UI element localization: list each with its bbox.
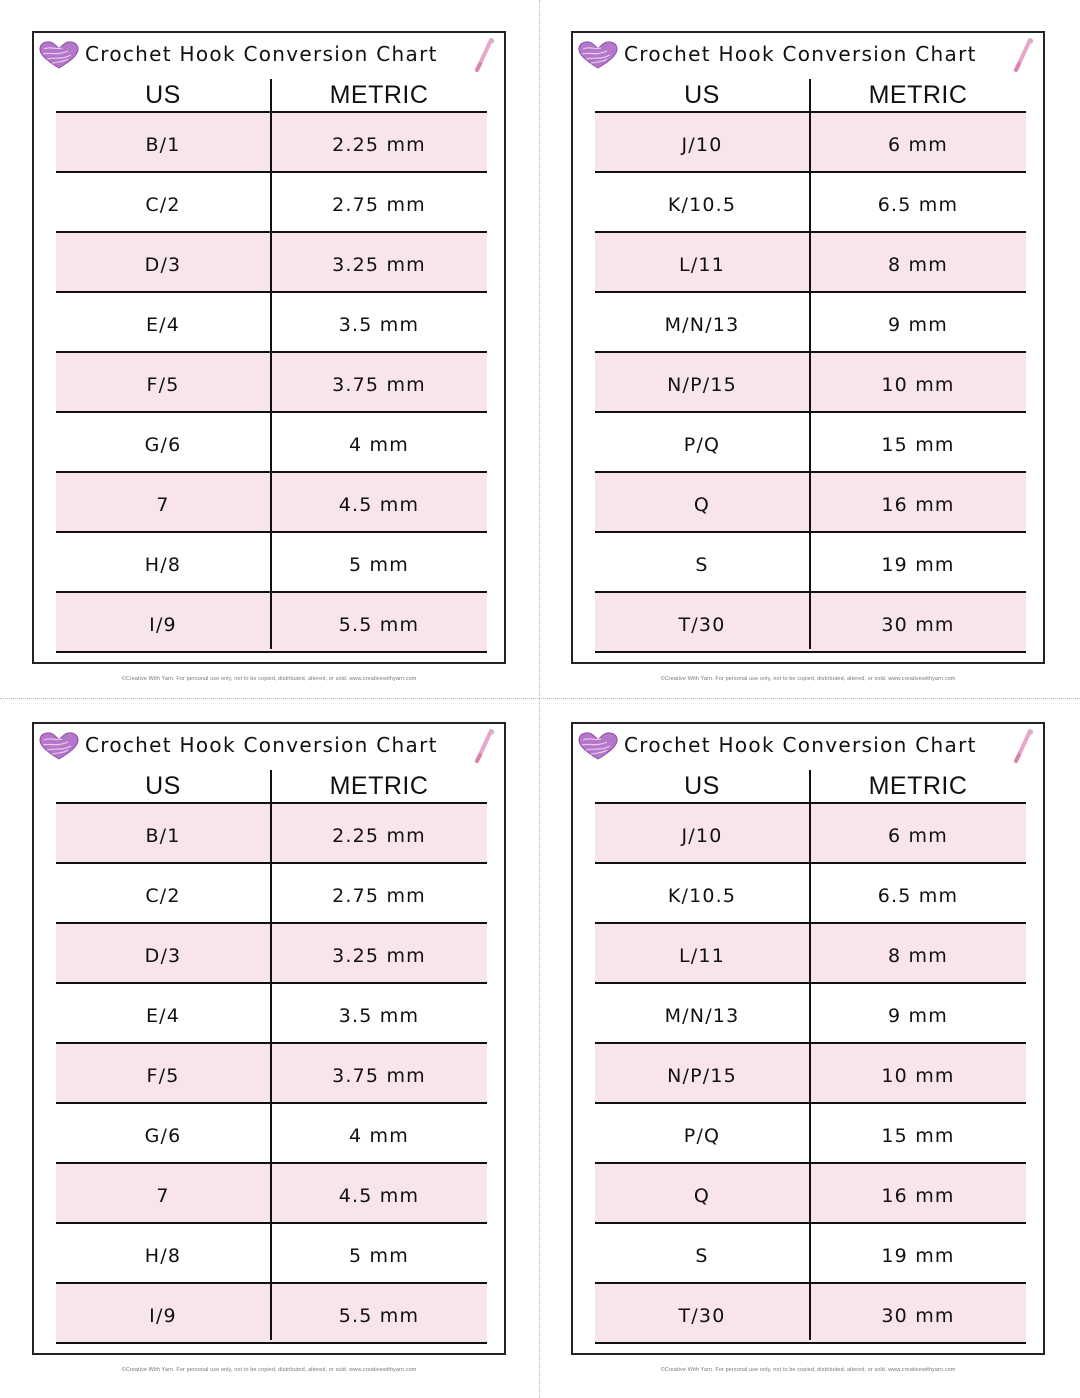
metric-size-cell: 16 mm <box>881 1185 955 1207</box>
column-header-us: US <box>145 772 181 800</box>
copyright-footer: ©Creative With Yarn. For personal use only, not to be copied, distributed, altered, or sold. www.creativewithyarn.com <box>660 1367 956 1373</box>
column-divider <box>270 770 272 1340</box>
copyright-footer: ©Creative With Yarn. For personal use only, not to be copied, distributed, altered, or sold. www.creativewithyarn.com <box>660 676 956 682</box>
conversion-chart-card <box>32 722 506 1355</box>
card-title: Crochet Hook Conversion Chart <box>85 42 438 66</box>
us-size-cell: H/8 <box>144 1245 182 1267</box>
us-size-cell: M/N/13 <box>664 314 740 336</box>
metric-size-cell: 16 mm <box>881 494 955 516</box>
us-size-cell: F/5 <box>146 1065 180 1087</box>
crochet-hook-icon <box>1011 37 1035 73</box>
metric-size-cell: 2.25 mm <box>332 134 426 156</box>
column-header-us: US <box>684 81 720 109</box>
us-size-cell: P/Q <box>683 434 721 456</box>
us-size-cell: 7 <box>156 1185 170 1207</box>
metric-size-cell: 3.75 mm <box>332 374 426 396</box>
copyright-footer: ©Creative With Yarn. For personal use only, not to be copied, distributed, altered, or sold. www.creativewithyarn.com <box>121 676 417 682</box>
us-size-cell: I/9 <box>149 1305 177 1327</box>
card-header <box>573 724 1043 770</box>
crochet-hook-icon <box>472 37 496 73</box>
column-header-metric: METRIC <box>329 772 429 800</box>
us-size-cell: Q <box>693 1185 711 1207</box>
column-header-metric: METRIC <box>329 81 429 109</box>
card-title: Crochet Hook Conversion Chart <box>624 733 977 757</box>
yarn-heart-icon <box>577 40 619 70</box>
metric-size-cell: 5.5 mm <box>338 614 420 636</box>
us-size-cell: C/2 <box>145 194 181 216</box>
metric-size-cell: 15 mm <box>881 1125 955 1147</box>
card-header <box>34 33 504 79</box>
us-size-cell: T/30 <box>678 614 726 636</box>
column-header-us: US <box>145 81 181 109</box>
metric-size-cell: 3.25 mm <box>332 254 426 276</box>
metric-size-cell: 3.5 mm <box>338 1005 420 1027</box>
metric-size-cell: 5 mm <box>349 554 409 576</box>
us-size-cell: B/1 <box>145 825 181 847</box>
metric-size-cell: 8 mm <box>888 945 948 967</box>
metric-size-cell: 15 mm <box>881 434 955 456</box>
us-size-cell: P/Q <box>683 1125 721 1147</box>
crochet-hook-icon <box>1011 728 1035 764</box>
metric-size-cell: 10 mm <box>881 374 955 396</box>
cut-line-vertical <box>539 0 540 1398</box>
metric-size-cell: 4 mm <box>349 434 409 456</box>
metric-size-cell: 4 mm <box>349 1125 409 1147</box>
us-size-cell: H/8 <box>144 554 182 576</box>
metric-size-cell: 2.25 mm <box>332 825 426 847</box>
card-header <box>573 33 1043 79</box>
column-header-metric: METRIC <box>868 81 968 109</box>
metric-size-cell: 6.5 mm <box>877 194 959 216</box>
metric-size-cell: 2.75 mm <box>332 885 426 907</box>
us-size-cell: S <box>695 1245 709 1267</box>
card-header <box>34 724 504 770</box>
column-divider <box>809 770 811 1340</box>
us-size-cell: L/11 <box>679 254 725 276</box>
conversion-chart-card <box>571 722 1045 1355</box>
metric-size-cell: 4.5 mm <box>338 494 420 516</box>
copyright-footer: ©Creative With Yarn. For personal use only, not to be copied, distributed, altered, or sold. www.creativewithyarn.com <box>121 1367 417 1373</box>
conversion-table <box>56 770 487 1340</box>
us-size-cell: E/4 <box>145 1005 181 1027</box>
metric-size-cell: 9 mm <box>888 314 948 336</box>
metric-size-cell: 3.25 mm <box>332 945 426 967</box>
yarn-heart-icon <box>577 731 619 761</box>
us-size-cell: S <box>695 554 709 576</box>
us-size-cell: M/N/13 <box>664 1005 740 1027</box>
metric-size-cell: 30 mm <box>881 1305 955 1327</box>
metric-size-cell: 3.75 mm <box>332 1065 426 1087</box>
metric-size-cell: 8 mm <box>888 254 948 276</box>
metric-size-cell: 6 mm <box>888 825 948 847</box>
us-size-cell: 7 <box>156 494 170 516</box>
column-divider <box>270 79 272 649</box>
yarn-heart-icon <box>38 731 80 761</box>
metric-size-cell: 30 mm <box>881 614 955 636</box>
metric-size-cell: 6.5 mm <box>877 885 959 907</box>
us-size-cell: I/9 <box>149 614 177 636</box>
column-header-metric: METRIC <box>868 772 968 800</box>
us-size-cell: F/5 <box>146 374 180 396</box>
metric-size-cell: 9 mm <box>888 1005 948 1027</box>
us-size-cell: J/10 <box>681 825 723 847</box>
conversion-chart-card <box>571 31 1045 664</box>
metric-size-cell: 3.5 mm <box>338 314 420 336</box>
metric-size-cell: 6 mm <box>888 134 948 156</box>
metric-size-cell: 19 mm <box>881 554 955 576</box>
us-size-cell: K/10.5 <box>667 194 737 216</box>
us-size-cell: L/11 <box>679 945 725 967</box>
us-size-cell: B/1 <box>145 134 181 156</box>
us-size-cell: D/3 <box>144 254 182 276</box>
metric-size-cell: 5 mm <box>349 1245 409 1267</box>
card-title: Crochet Hook Conversion Chart <box>624 42 977 66</box>
cut-line-horizontal <box>0 698 1080 699</box>
conversion-chart-card <box>32 31 506 664</box>
us-size-cell: K/10.5 <box>667 885 737 907</box>
column-divider <box>809 79 811 649</box>
metric-size-cell: 10 mm <box>881 1065 955 1087</box>
us-size-cell: T/30 <box>678 1305 726 1327</box>
us-size-cell: Q <box>693 494 711 516</box>
metric-size-cell: 5.5 mm <box>338 1305 420 1327</box>
us-size-cell: N/P/15 <box>667 1065 737 1087</box>
yarn-heart-icon <box>38 40 80 70</box>
us-size-cell: E/4 <box>145 314 181 336</box>
crochet-hook-icon <box>472 728 496 764</box>
metric-size-cell: 19 mm <box>881 1245 955 1267</box>
conversion-table <box>56 79 487 649</box>
column-header-us: US <box>684 772 720 800</box>
card-title: Crochet Hook Conversion Chart <box>85 733 438 757</box>
conversion-table <box>595 79 1026 649</box>
metric-size-cell: 2.75 mm <box>332 194 426 216</box>
us-size-cell: G/6 <box>144 434 182 456</box>
metric-size-cell: 4.5 mm <box>338 1185 420 1207</box>
us-size-cell: J/10 <box>681 134 723 156</box>
us-size-cell: C/2 <box>145 885 181 907</box>
us-size-cell: N/P/15 <box>667 374 737 396</box>
us-size-cell: G/6 <box>144 1125 182 1147</box>
us-size-cell: D/3 <box>144 945 182 967</box>
conversion-table <box>595 770 1026 1340</box>
